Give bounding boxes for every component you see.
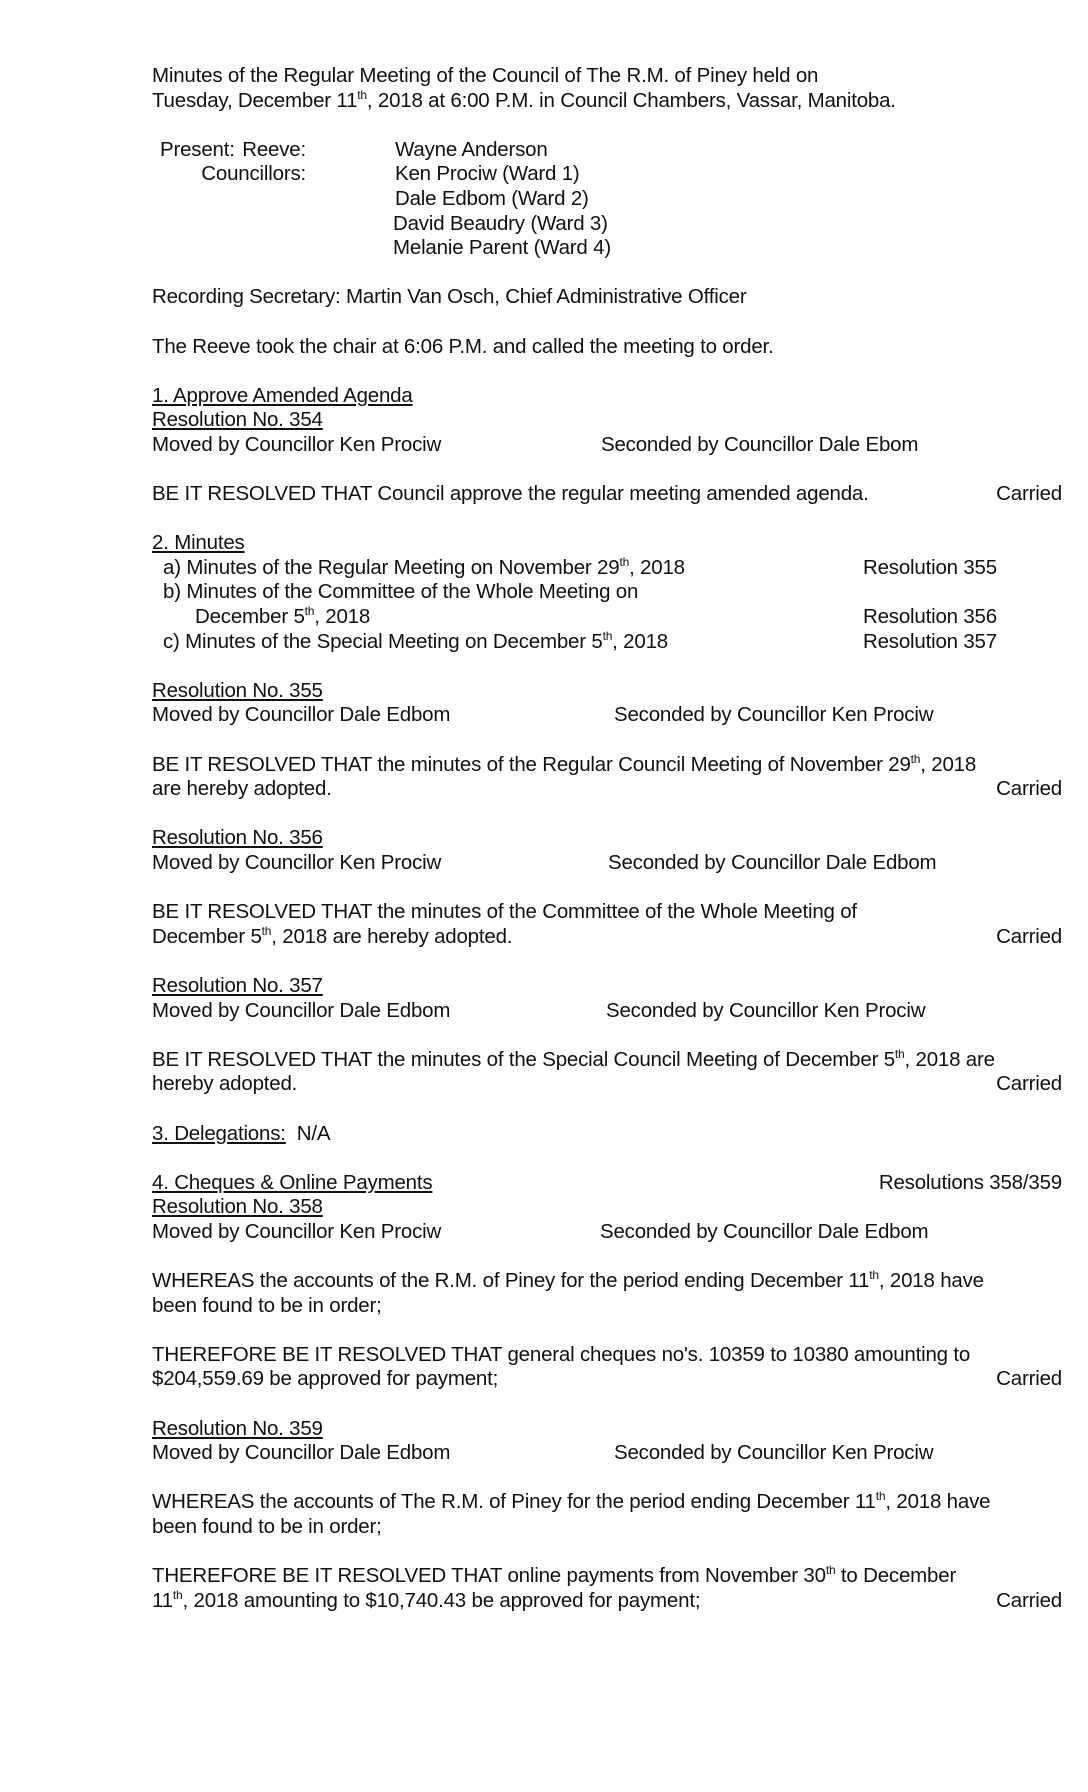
ordinal-suffix: th <box>894 1046 905 1061</box>
councillor-name: Melanie Parent (Ward 4) <box>393 236 611 260</box>
resolution-358-number <box>152 1195 1062 1220</box>
resolution-358-therefore-2 <box>152 1367 1062 1392</box>
resolution-text: BE IT RESOLVED THAT the minutes of the Regular Council Meeting of November 29 <box>152 752 911 776</box>
minutes-item-c <box>152 630 1062 655</box>
present-row-councillor-3 <box>152 212 1062 237</box>
minutes-item-a <box>152 556 1062 581</box>
resolution-355-number <box>152 679 1062 704</box>
section-3-heading <box>152 1122 1062 1147</box>
resolution-text: , 2018 are hereby adopted. <box>271 924 513 948</box>
resolution-text: to December <box>835 1564 957 1588</box>
reeve-label: Reeve: <box>242 137 306 161</box>
resolution-359-whereas-2 <box>152 1515 1062 1540</box>
resolution-357-movers <box>152 999 1062 1024</box>
councillor-name: Dale Edbom (Ward 2) <box>395 186 589 210</box>
delegations-value: N/A <box>296 1121 331 1145</box>
resolution-text: $204,559.69 be approved for payment; <box>152 1367 499 1391</box>
resolution-355-text-2 <box>152 777 1062 802</box>
status-carried: Carried <box>996 924 1062 948</box>
resolution-text: hereby adopted. <box>152 1072 298 1096</box>
recording-secretary-text: Recording Secretary: Martin Van Osch, Chief Administrative Officer <box>152 285 747 309</box>
ordinal-suffix: th <box>602 628 613 643</box>
seconded-by: Seconded by Councillor Dale Edbom <box>608 851 937 874</box>
minutes-item-date: December 5 <box>195 605 305 629</box>
present-row-councillor-2 <box>152 187 1062 212</box>
moved-by: Moved by Councillor Ken Prociw <box>152 432 442 456</box>
resolution-text: BE IT RESOLVED THAT the minutes of the Special Council Meeting of December 5 <box>152 1047 895 1071</box>
header-date-text: Tuesday, December 11 <box>152 88 358 112</box>
minutes-item-text: c) Minutes of the Special Meeting on December 5 <box>163 629 603 653</box>
resolution-text: WHEREAS the accounts of the R.M. of Piney for the period ending December 11 <box>152 1269 870 1293</box>
resolution-text: , 2018 are <box>904 1047 995 1071</box>
recording-secretary <box>152 285 1062 310</box>
resolution-text: BE IT RESOLVED THAT the minutes of the Committee of the Whole Meeting of <box>152 900 857 924</box>
resolution-359-movers <box>152 1441 1062 1466</box>
resolution-number: Resolution No. 355 <box>152 678 323 702</box>
minutes-item-b-line-2 <box>152 605 1062 630</box>
section-title: 2. Minutes <box>152 531 245 555</box>
resolution-text: 11 <box>152 1588 173 1612</box>
resolution-359-therefore-1 <box>152 1564 1062 1589</box>
resolution-number: Resolution No. 354 <box>152 408 323 432</box>
ordinal-suffix: th <box>875 1489 886 1504</box>
resolution-356-text-1 <box>152 900 1062 925</box>
councillor-name: Ken Prociw (Ward 1) <box>395 162 580 186</box>
moved-by: Moved by Councillor Ken Prociw <box>152 1219 442 1243</box>
resolution-355-movers <box>152 703 1062 728</box>
status-carried: Carried <box>996 482 1062 506</box>
minutes-item-text: a) Minutes of the Regular Meeting on November 29 <box>163 555 620 579</box>
present-label: Present: <box>160 137 235 161</box>
present-row-reeve <box>152 138 1062 163</box>
header-location-text: , 2018 at 6:00 P.M. in Council Chambers, Vassar, Manitoba. <box>366 88 896 112</box>
minutes-item-year: , 2018 <box>612 629 668 653</box>
resolution-354-movers <box>152 433 1062 458</box>
section-4-heading <box>152 1171 1062 1196</box>
resolution-356-text-2 <box>152 925 1062 950</box>
resolution-358-movers <box>152 1220 1062 1245</box>
present-row-councillor-4 <box>152 236 1062 261</box>
moved-by: Moved by Councillor Dale Edbom <box>152 703 451 727</box>
resolution-text: , 2018 have <box>885 1490 991 1514</box>
section-title: 4. Cheques & Online Payments <box>152 1170 433 1194</box>
minutes-item-text: b) Minutes of the Committee of the Whole Meeting on <box>163 580 639 604</box>
ordinal-suffix: th <box>825 1563 836 1578</box>
ordinal-suffix: th <box>172 1587 183 1602</box>
resolution-text: been found to be in order; <box>152 1293 382 1317</box>
moved-by: Moved by Councillor Dale Edbom <box>152 998 451 1022</box>
status-carried: Carried <box>996 1072 1062 1096</box>
moved-by: Moved by Councillor Ken Prociw <box>152 851 442 874</box>
header-line-1 <box>152 64 1062 89</box>
resolution-356-number <box>152 826 1062 851</box>
resolution-text: , 2018 amounting to $10,740.43 be approved for payment; <box>182 1588 701 1612</box>
seconded-by: Seconded by Councillor Ken Prociw <box>606 998 926 1022</box>
reeve-name: Wayne Anderson <box>395 137 548 161</box>
minutes-item-year: , 2018 <box>314 605 371 629</box>
resolution-356-movers <box>152 851 1062 876</box>
resolution-359-number <box>152 1417 1062 1442</box>
resolution-358-therefore-1 <box>152 1343 1062 1368</box>
header-text: Minutes of the Regular Meeting of the Council of The R.M. of Piney held on <box>152 64 819 87</box>
resolution-354-number <box>152 408 1062 433</box>
resolution-number: Resolution No. 359 <box>152 1416 323 1440</box>
seconded-by: Seconded by Councillor Dale Ebom <box>601 432 919 456</box>
resolution-text: , 2018 <box>920 752 977 776</box>
section-2-heading <box>152 531 1062 556</box>
resolution-359-therefore-2 <box>152 1589 1062 1614</box>
status-carried: Carried <box>996 1588 1062 1612</box>
seconded-by: Seconded by Councillor Ken Prociw <box>614 703 934 727</box>
minutes-item-resolution: Resolution 357 <box>863 629 997 653</box>
resolution-354-text <box>152 482 1062 507</box>
moved-by: Moved by Councillor Dale Edbom <box>152 1441 451 1465</box>
councillor-name: David Beaudry (Ward 3) <box>393 211 608 235</box>
resolution-358-whereas-2 <box>152 1294 1062 1319</box>
section-1-heading <box>152 384 1062 409</box>
call-to-order <box>152 335 1062 360</box>
resolution-text: are hereby adopted. <box>152 777 332 801</box>
resolution-text: December 5 <box>152 924 262 948</box>
resolution-text: THEREFORE BE IT RESOLVED THAT online payments from November 30 <box>152 1564 826 1588</box>
resolution-text: been found to be in order; <box>152 1515 382 1539</box>
resolution-number: Resolution No. 357 <box>152 973 323 997</box>
minutes-item-year: , 2018 <box>629 555 685 579</box>
ordinal-suffix: th <box>619 554 630 569</box>
section-title: 1. Approve Amended Agenda <box>152 383 413 407</box>
status-carried: Carried <box>996 777 1062 801</box>
resolution-358-whereas-1 <box>152 1269 1062 1294</box>
resolution-text: WHEREAS the accounts of The R.M. of Piney for the period ending December 11 <box>152 1490 876 1514</box>
seconded-by: Seconded by Councillor Ken Prociw <box>614 1441 934 1465</box>
minutes-item-b-line-1 <box>152 580 1062 605</box>
resolution-357-text-2 <box>152 1072 1062 1097</box>
ordinal-suffix: th <box>261 923 272 938</box>
resolution-357-number <box>152 974 1062 999</box>
resolution-355-text-1 <box>152 753 1062 778</box>
resolution-text: BE IT RESOLVED THAT Council approve the regular meeting amended agenda. <box>152 482 869 506</box>
ordinal-suffix: th <box>357 87 367 102</box>
resolution-text: , 2018 have <box>878 1269 984 1293</box>
minutes-item-resolution: Resolution 356 <box>863 605 997 629</box>
call-to-order-text: The Reeve took the chair at 6:06 P.M. and called the meeting to order. <box>152 334 774 358</box>
ordinal-suffix: th <box>304 604 315 619</box>
status-carried: Carried <box>996 1367 1062 1391</box>
resolution-number: Resolution No. 356 <box>152 826 323 850</box>
minutes-document <box>152 64 1062 1613</box>
seconded-by: Seconded by Councillor Dale Edbom <box>600 1219 929 1243</box>
section-resolutions: Resolutions 358/359 <box>878 1170 1062 1194</box>
resolution-text: THEREFORE BE IT RESOLVED THAT general cheques no's. 10359 to 10380 amounting to <box>152 1342 971 1366</box>
section-title: 3. Delegations: <box>152 1121 286 1145</box>
resolution-357-text-1 <box>152 1048 1062 1073</box>
councillors-label: Councillors: <box>201 162 306 186</box>
minutes-item-resolution: Resolution 355 <box>863 555 997 579</box>
header-line-2 <box>152 89 1062 114</box>
present-row-councillor-1 <box>152 162 1062 187</box>
ordinal-suffix: th <box>869 1268 879 1283</box>
resolution-number: Resolution No. 358 <box>152 1195 323 1219</box>
ordinal-suffix: th <box>910 751 921 766</box>
resolution-359-whereas-1 <box>152 1490 1062 1515</box>
